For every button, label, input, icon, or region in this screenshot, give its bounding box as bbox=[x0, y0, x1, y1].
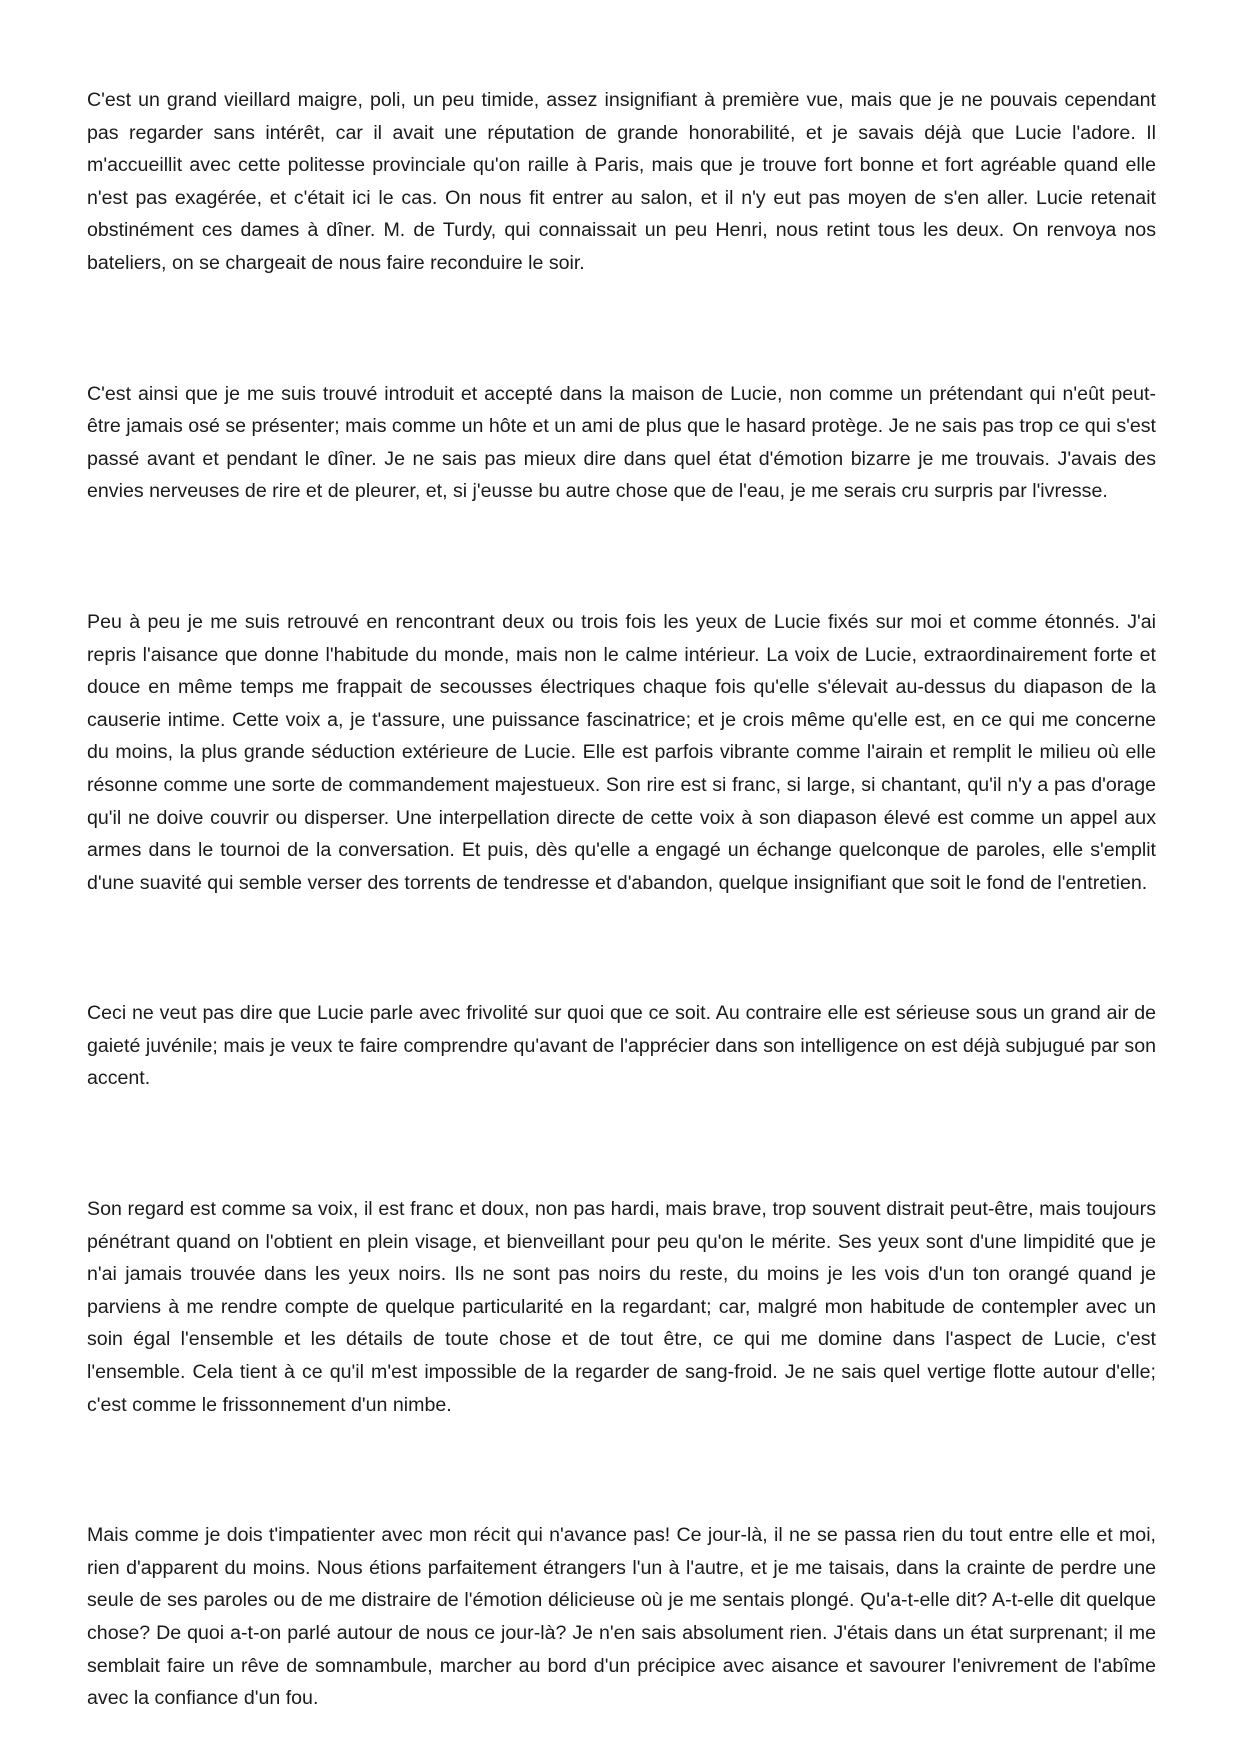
paragraph-4: Ceci ne veut pas dire que Lucie parle avec frivolité sur quoi que ce soit. Au contraire elle est sérieuse sous un grand air de gaieté juvénile; mais je veux te faire comprendre qu'avant de l'apprécier dans son intelligence on est déjà subjugué par son accent. bbox=[87, 1002, 1156, 1090]
paragraph-6: Mais comme je dois t'impatienter avec mon récit qui n'avance pas! Ce jour-là, il ne se passa rien du tout entre elle et moi, rien d'apparent du moins. Nous étions parfaitement étrangers l'un à l'autre, et je me taisais, dans la crainte de perdre une seule de ses paroles ou de me distraire de l'émotion délicieuse où je me sentais plongé. Qu'a-t-elle dit? A-t-elle dit quelque chose? De quoi a-t-on parlé autour de nous ce jour-là? Je n'en sais absolument rien. J'étais dans un état surprenant; il me semblait faire un rêve de somnambule, marcher au bord d'un précipice avec aisance et savourer l'enivrement de l'abîme avec la confiance d'un fou. bbox=[87, 1524, 1156, 1710]
paragraph-1: C'est un grand vieillard maigre, poli, un peu timide, assez insignifiant à première vue, mais que je ne pouvais cependant pas regarder sans intérêt, car il avait une réputation de grande honorabilité, et je savais déjà que Lucie l'adore. Il m'accueillit avec cette politesse provinciale qu'on raille à Paris, mais que je trouve fort bonne et fort agréable quand elle n'est pas exagérée, et c'était ici le cas. On nous fit entrer au salon, et il n'y eut pas moyen de s'en aller. Lucie retenait obstinément ces dames à dîner. M. de Turdy, qui connaissait un peu Henri, nous retint tous les deux. On renvoya nos bateliers, on se chargeait de nous faire reconduire le soir. bbox=[87, 89, 1156, 274]
paragraph-5: Son regard est comme sa voix, il est franc et doux, non pas hardi, mais brave, trop souvent distrait peut-être, mais toujours pénétrant quand on l'obtient en plein visage, et bienveillant pour peu qu'on le mérite. Ses yeux sont d'une limpidité que je n'ai jamais trouvée dans les yeux noirs. Ils ne sont pas noirs du reste, du moins je les vois d'un ton orangé quand je parviens à me rendre compte de quelque particularité en la regardant; car, malgré mon habitude de contempler avec un soin égal l'ensemble et les détails de toute chose et de tout être, ce qui me domine dans l'aspect de Lucie, c'est l'ensemble. Cela tient à ce qu'il m'est impossible de la regarder de sang-froid. Je ne sais quel vertige flotte autour d'elle; c'est comme le frissonnement d'un nimbe. bbox=[87, 1198, 1156, 1416]
paragraph-3: Peu à peu je me suis retrouvé en rencontrant deux ou trois fois les yeux de Lucie fixés sur moi et comme étonnés. J'ai repris l'aisance que donne l'habitude du monde, mais non le calme intérieur. La voix de Lucie, extraordinairement forte et douce en même temps me frappait de secousses électriques chaque fois qu'elle s'élevait au-dessus du diapason de la causerie intime. Cette voix a, je t'assure, une puissance fascinatrice; et je crois même qu'elle est, en ce qui me concerne du moins, la plus grande séduction extérieure de Lucie. Elle est parfois vibrante comme l'airain et remplit le milieu où elle résonne comme une sorte de commandement majestueux. Son rire est si franc, si large, si chantant, qu'il n'y a pas d'orage qu'il ne doive couvrir ou disperser. Une interpellation directe de cette voix à son diapason élevé est comme un appel aux armes dans le tournoi de la conversation. Et puis, dès qu'elle a engagé un échange quelconque de paroles, elle s'emplit d'une suavité qui semble verser des torrents de tendresse et d'abandon, quelque insignifiant que soit le fond de l'entretien. bbox=[87, 610, 1156, 894]
document-page bbox=[87, 84, 1156, 1715]
paragraph-2: C'est ainsi que je me suis trouvé introduit et accepté dans la maison de Lucie, non comme un prétendant qui n'eût peut-être jamais osé se présenter; mais comme un hôte et un ami de plus que le hasard protège. Je ne sais pas trop ce qui s'est passé avant et pendant le dîner. Je ne sais pas mieux dire dans quel état d'émotion bizarre je me trouvais. J'avais des envies nerveuses de rire et de pleurer, et, si j'eusse bu autre chose que de l'eau, je me serais cru surpris par l'ivresse. bbox=[87, 382, 1156, 503]
